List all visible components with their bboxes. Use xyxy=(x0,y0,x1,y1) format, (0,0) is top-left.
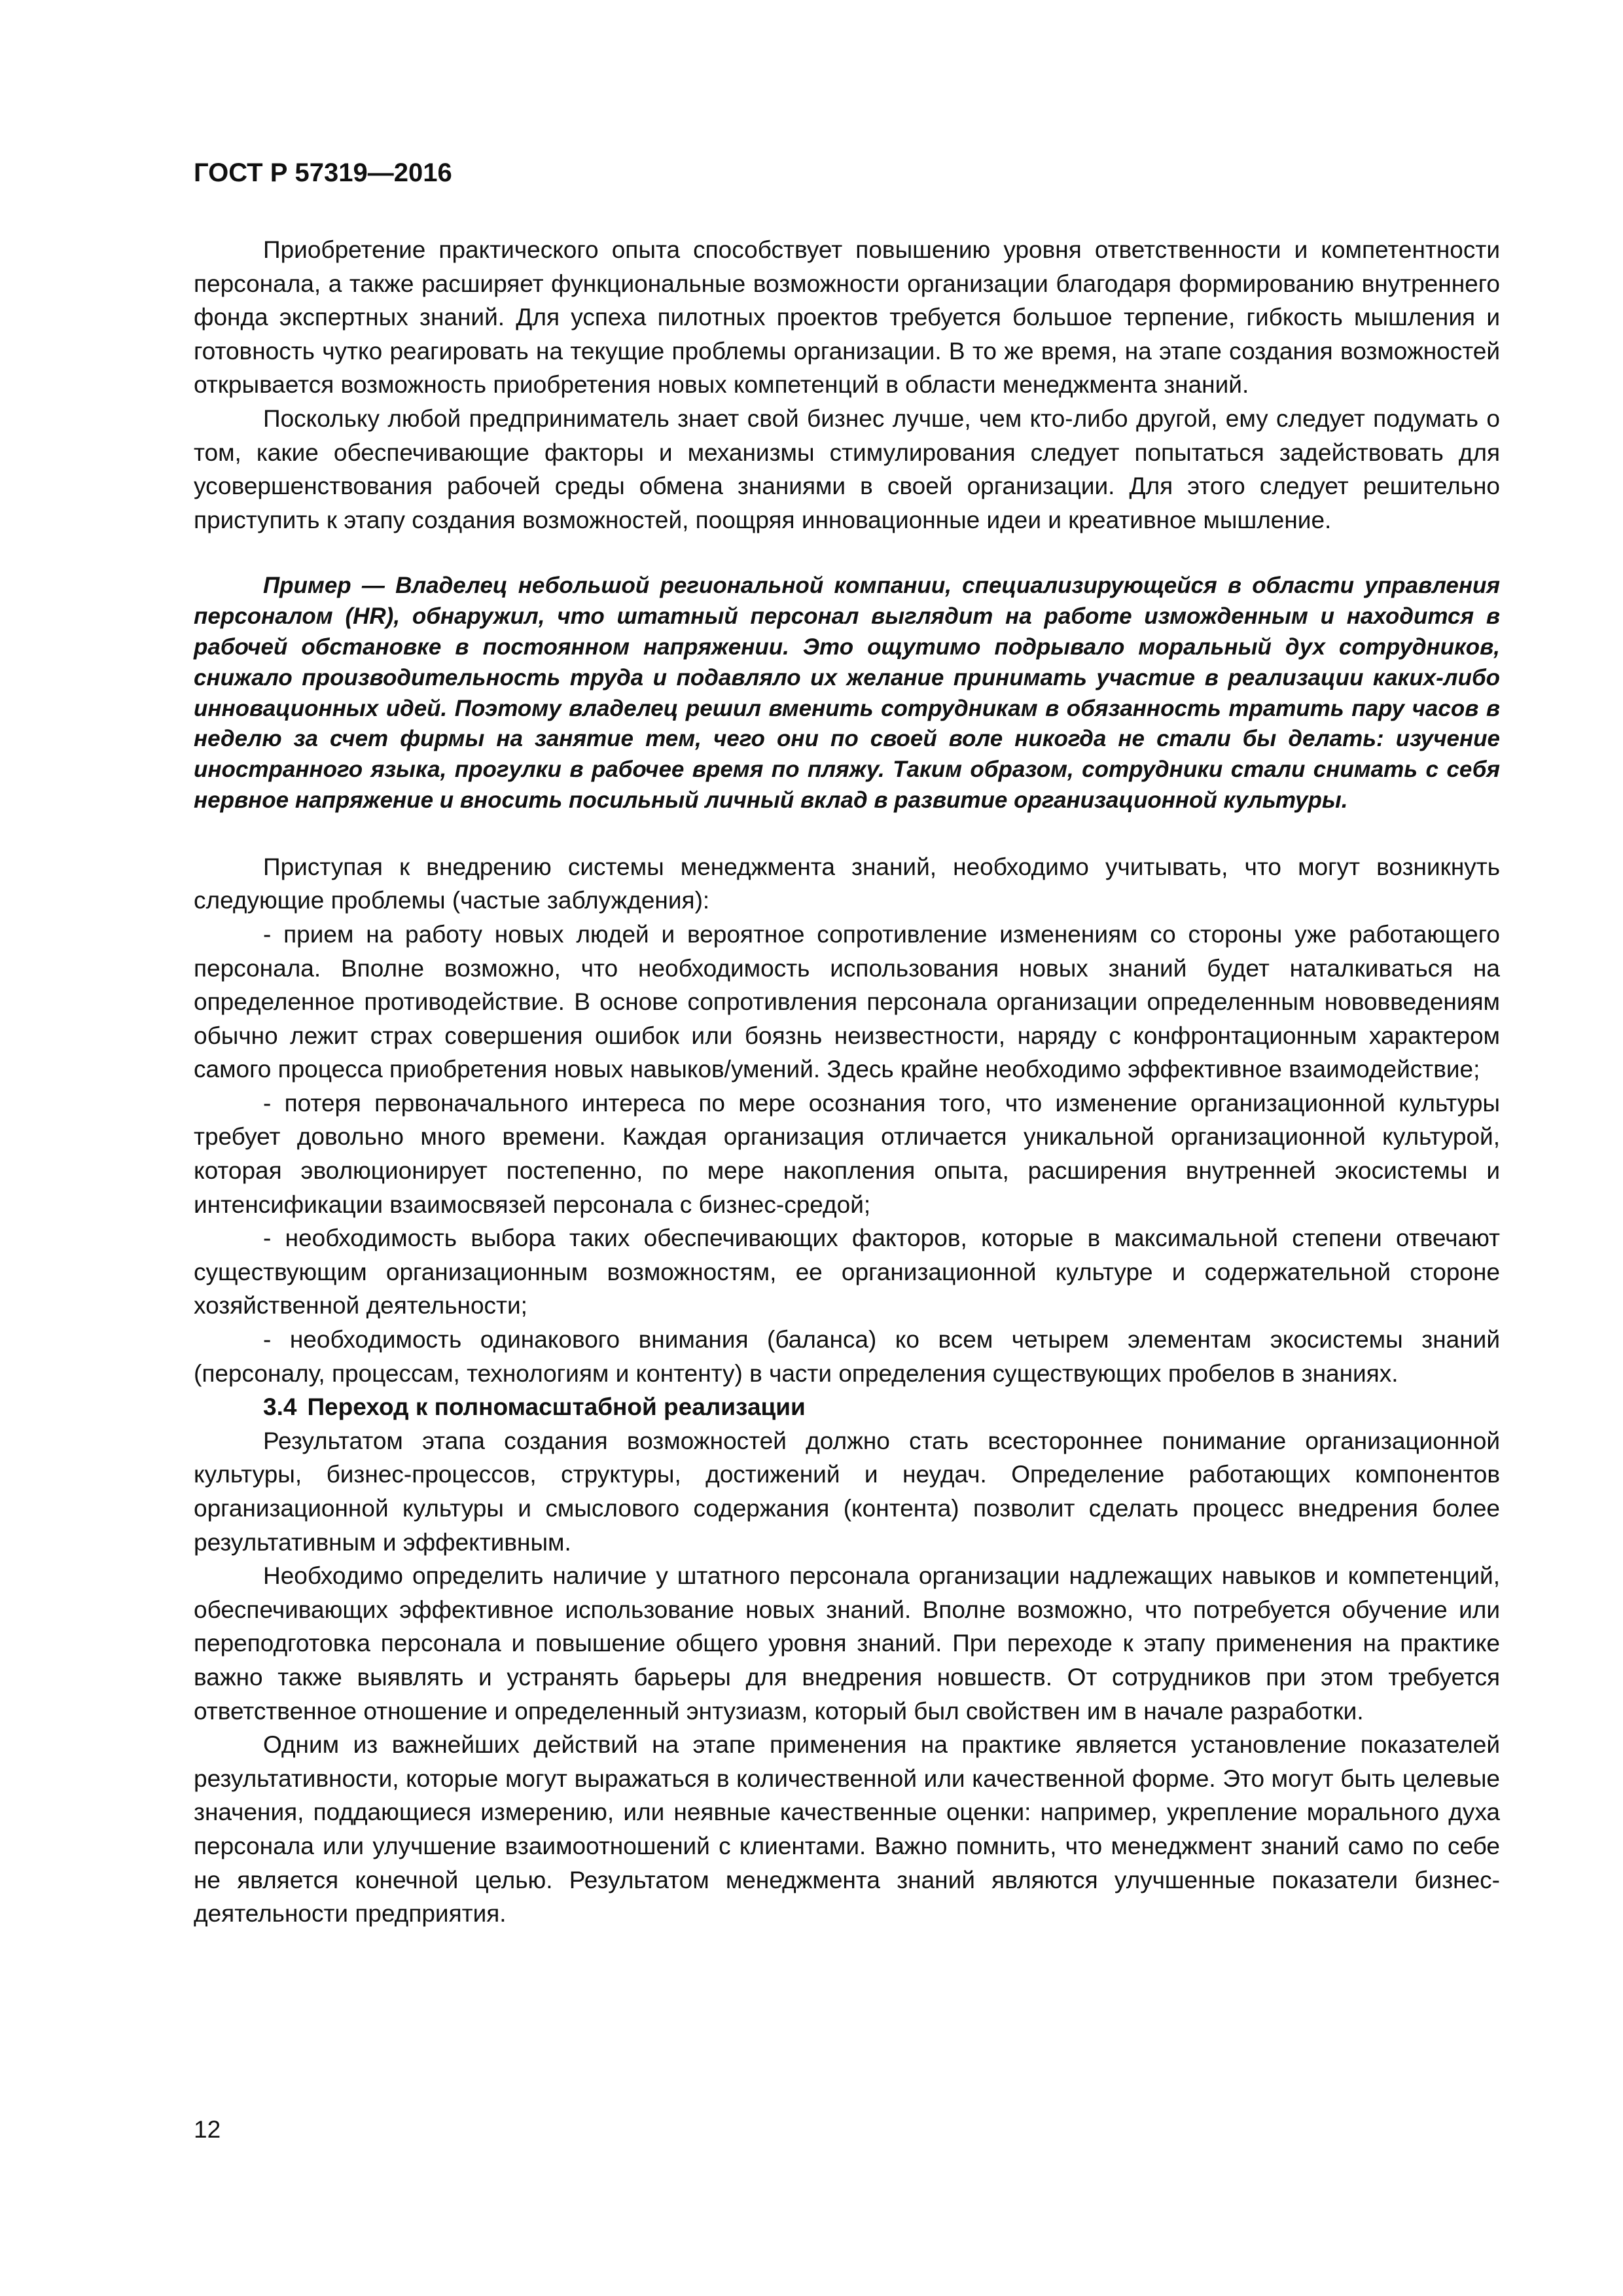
list-item: - необходимость выбора таких обеспечивающих факторов, которые в максимальной степени отвечают существующим организационным возможностям, ее организационной культуре и содержательной стороне хозяйственной деятельности; xyxy=(194,1225,1500,1319)
paragraph: Поскольку любой предприниматель знает свой бизнес лучше, чем кто-либо другой, ему следует подумать о том, какие обеспечивающие факторы и механизмы стимулирования следует попытаться задействовать для усовершенствования рабочей среды обмена знаниями в своей организации. Для этого следует решительно приступить к этапу создания возможностей, поощряя инновационные идеи и креативное мышление. xyxy=(194,404,1500,533)
section-heading xyxy=(194,1390,1500,1424)
section-number: 3.4 xyxy=(263,1393,297,1421)
paragraph: Приступая к внедрению системы менеджмента знаний, необходимо учитывать, что могут возникнуть следующие проблемы (частые заблуждения): xyxy=(194,853,1500,914)
paragraph: Приобретение практического опыта способствует повышению уровня ответственности и компетентности персонала, а также расширяет функциональные возможности организации благодаря формированию внутреннего фонда экспертных знаний. Для успеха пилотных проектов требуется большое терпение, гибкость мышления и готовность чутко реагировать на текущие проблемы организации. В то же время, на этапе создания возможностей открывается возможность приобретения новых компетенций в области менеджмента знаний. xyxy=(194,236,1500,399)
paragraph: Результатом этапа создания возможностей должно стать всестороннее понимание организационной культуры, бизнес-процессов, структуры, достижений и неудач. Определение работающих компонентов организационной культуры и смыслового содержания (контента) позволит сделать процесс внедрения более результативным и эффективным. xyxy=(194,1427,1500,1556)
document-page xyxy=(194,157,1500,1931)
document-header: ГОСТ Р 57319—2016 xyxy=(194,158,452,187)
example-block: Пример — Владелец небольшой региональной компании, специализирующейся в области управления персоналом (HR), обнаружил, что штатный персонал выглядит на работе изможденным и находится в рабочей обстановке в постоянном напряжении. Это ощутимо подрывало моральный дух сотрудников, снижало производительность труда и подавляло их желание принимать участие в реализации каких-либо инновационных идей. Поэтому владелец решил вменить сотрудникам в обязанность тратить пару часов в неделю за счет фирмы на занятие тем, чего они по своей воле никогда не стали бы делать: изучение иностранного языка, прогулки в рабочее время по пляжу. Таким образом, сотрудники стали снимать с себя нервное напряжение и вносить посильный личный вклад в развитие организационной культуры. xyxy=(194,573,1500,813)
list-item: - прием на работу новых людей и вероятное сопротивление изменениям со стороны уже работающего персонала. Вполне возможно, что необходимость использования новых знаний будет наталкиваться на определенное противодействие. В основе сопротивления персонала организации определенным нововведениям обычно лежит страх совершения ошибок или боязнь неизвестности, наряду с конфронтационным характером самого процесса приобретения новых навыков/умений. Здесь крайне необходимо эффективное взаимодействие; xyxy=(194,920,1500,1083)
page-number: 12 xyxy=(194,2116,221,2143)
list-item: - необходимость одинакового внимания (баланса) ко всем четырем элементам экосистемы знаний (персоналу, процессам, технологиям и контенту) в части определения существующих пробелов в знаниях. xyxy=(194,1326,1500,1387)
paragraph: Одним из важнейших действий на этапе применения на практике является установление показателей результативности, которые могут выражаться в количественной или качественной форме. Это могут быть целевые значения, поддающиеся измерению, или неявные качественные оценки: например, укрепление морального духа персонала или улучшение взаимоотношений с клиентами. Важно помнить, что менеджмент знаний само по себе не является конечной целью. Результатом менеджмента знаний являются улучшенные показатели бизнес-деятельности предприятия. xyxy=(194,1731,1500,1928)
list-item: - потеря первоначального интереса по мере осознания того, что изменение организационной культуры требует довольно много времени. Каждая организация отличается уникальной организационной культурой, которая эволюционирует постепенно, по мере накопления опыта, расширения внутренней экосистемы и интенсификации взаимосвязей персонала с бизнес-средой; xyxy=(194,1089,1500,1218)
section-title: Переход к полномасштабной реализации xyxy=(307,1393,806,1421)
paragraph: Необходимо определить наличие у штатного персонала организации надлежащих навыков и компетенций, обеспечивающих эффективное использование новых знаний. Вполне возможно, что потребуется обучение или переподготовка персонала и повышение общего уровня знаний. При переходе к этапу применения на практике важно также выявлять и устранять барьеры для внедрения новшеств. От сотрудников при этом требуется ответственное отношение и определенный энтузиазм, который был свойствен им в начале разработки. xyxy=(194,1562,1500,1725)
